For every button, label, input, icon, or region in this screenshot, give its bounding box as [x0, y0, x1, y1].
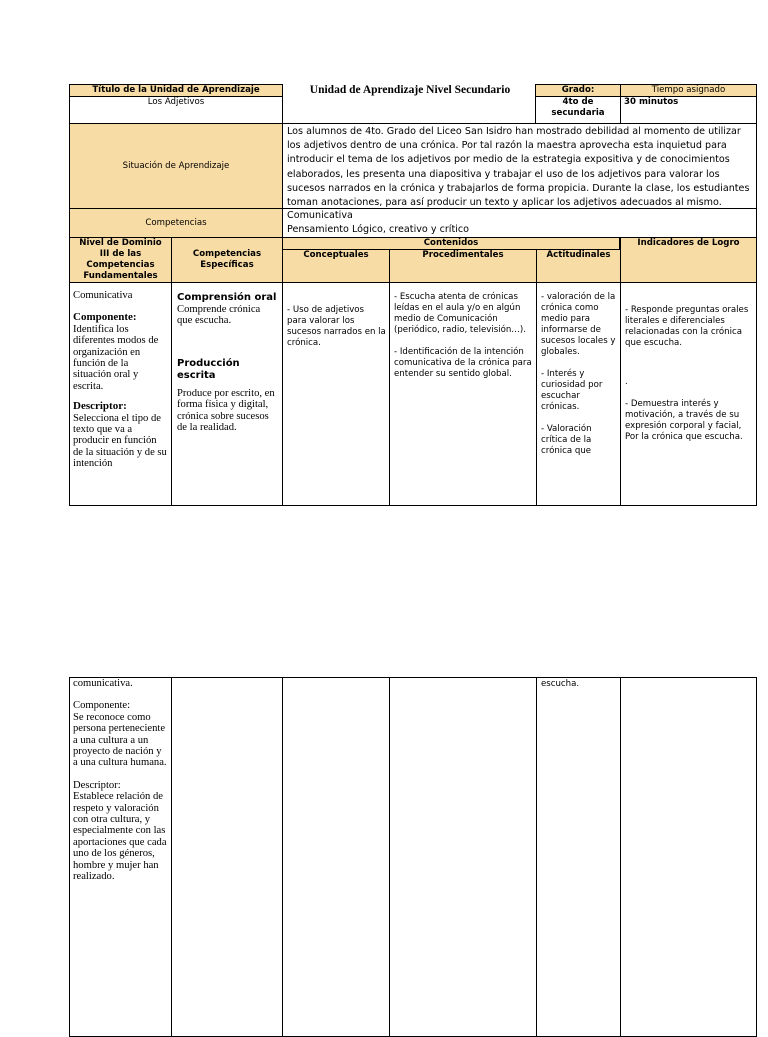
esp-escrita-title: Producción escrita — [177, 357, 240, 381]
proc-item-2: - Identificación de la intención comunicativa de la crónica para entender su sentido global. — [394, 347, 532, 379]
grado-label: Grado: — [535, 84, 621, 97]
p2-cell-procedimentales — [389, 677, 537, 1037]
competencia-comunicativa: Comunicativa — [287, 210, 353, 221]
cell-conceptuales — [282, 282, 390, 506]
competencias-label: Competencias — [69, 208, 283, 238]
main-title: Unidad de Aprendizaje Nivel Secundario — [309, 84, 511, 96]
p2-componente-text: Se reconoce como persona perteneciente a una cultura a un proyecto de nación y a una cultura humana. — [73, 711, 167, 769]
nivel-componente-label: Componente: — [73, 311, 137, 324]
header-conceptuales: Conceptuales — [282, 249, 390, 283]
ind-dot: . — [625, 377, 628, 387]
cell-actitudinales — [536, 282, 621, 506]
p2-cell-conceptuales — [282, 677, 390, 1037]
titulo-value: Los Adjetivos — [69, 96, 283, 124]
cell-indicadores — [620, 282, 757, 506]
nivel-descriptor-label: Descriptor: — [73, 400, 127, 413]
p2-componente-label: Componente: — [73, 700, 131, 712]
p2-act-cont: escucha. — [541, 679, 580, 689]
act-item-1: - valoración de la crónica como medio para informarse de sucesos locales y globales. — [541, 292, 616, 357]
situacion-label: Situación de Aprendizaje — [69, 123, 283, 209]
act-item-3: - Valoración crítica de la crónica que — [541, 424, 592, 456]
titulo-label: Título de la Unidad de Aprendizaje — [69, 84, 283, 97]
p2-descriptor-text: Establece relación de respeto y valoración con otra cultura, y especialmente con las aportaciones que cada uno de los géneros, hombre y mujer han realizado. — [73, 791, 167, 883]
esp-oral-title: Comprensión oral — [177, 292, 277, 303]
tiempo-value: 30 minutos — [620, 96, 757, 124]
conceptuales-text: - Uso de adjetivos para valorar los sucesos narrados en la crónica. — [287, 305, 386, 348]
cell-nivel — [69, 282, 172, 506]
header-contenidos: Contenidos — [282, 237, 620, 250]
grado-value: 4to de secundaria — [535, 96, 621, 124]
situacion-text: Los alumnos de 4to. Grado del Liceo San Isidro han mostrado debilidad al momento de utilizar los adjetivos dentro de una crónica. Por tal razón la maestra aprovecha esta inquietud para introducir el tema de los adjetivos por medio de la estrategia expositiva y de conocimientos elaborados, les presenta una diapositiva y trabajar el uso de los adjetivos para valorar los sucesos narrados en la crónica y trabajarlos de forma propicia. Durante la clase, los estudiantes toman anotaciones, para así producir un texto y aplicar los adjetivos adecuados al mismo. — [282, 123, 757, 209]
proc-item-1: - Escucha atenta de crónicas leídas en el aula y/o en algún medio de Comunicación (periódico, radio, televisión…). — [394, 292, 526, 335]
competencias-values — [282, 208, 757, 238]
nivel-componente-text: Identifica los diferentes modos de organización en función de la situación oral y escrita. — [73, 323, 159, 392]
esp-oral-text: Comprende crónica que escucha. — [177, 304, 261, 327]
header-nivel: Nivel de Dominio III de las Competencias Fundamentales — [69, 237, 172, 283]
nivel-comunicativa: Comunicativa — [73, 290, 133, 301]
p2-cell-indicadores — [620, 677, 757, 1037]
header-especificas: Competencias Específicas — [171, 237, 283, 283]
ind-item-1: - Responde preguntas orales literales e diferenciales relacionadas con la crónica que escucha. — [625, 305, 749, 348]
header-actitudinales: Actitudinales — [536, 249, 621, 283]
p2-descriptor-label: Descriptor: — [73, 779, 121, 791]
p2-cell-especificas — [171, 677, 283, 1037]
nivel-descriptor-text: Selecciona el tipo de texto que va a producir en función de la situación y de su intención — [73, 412, 167, 470]
act-item-2: - Interés y curiosidad por escuchar crónicas. — [541, 369, 603, 412]
cell-procedimentales — [389, 282, 537, 506]
header-indicadores: Indicadores de Logro — [620, 237, 757, 283]
p2-cell-actitudinales — [536, 677, 621, 1037]
p2-nivel-cont: comunicativa. — [73, 678, 133, 689]
tiempo-label: Tiempo asignado — [620, 84, 757, 97]
ind-item-2: - Demuestra interés y motivación, a través de su expresión corporal y facial, Por la crónica que escucha. — [625, 399, 743, 442]
esp-escrita-text: Produce por escrito, en forma física y digital, crónica sobre sucesos de la realidad. — [177, 387, 275, 434]
cell-especificas — [171, 282, 283, 506]
p2-cell-nivel — [69, 677, 172, 1037]
competencia-pensamiento: Pensamiento Lógico, creativo y crítico — [287, 223, 470, 235]
header-procedimentales: Procedimentales — [389, 249, 537, 283]
